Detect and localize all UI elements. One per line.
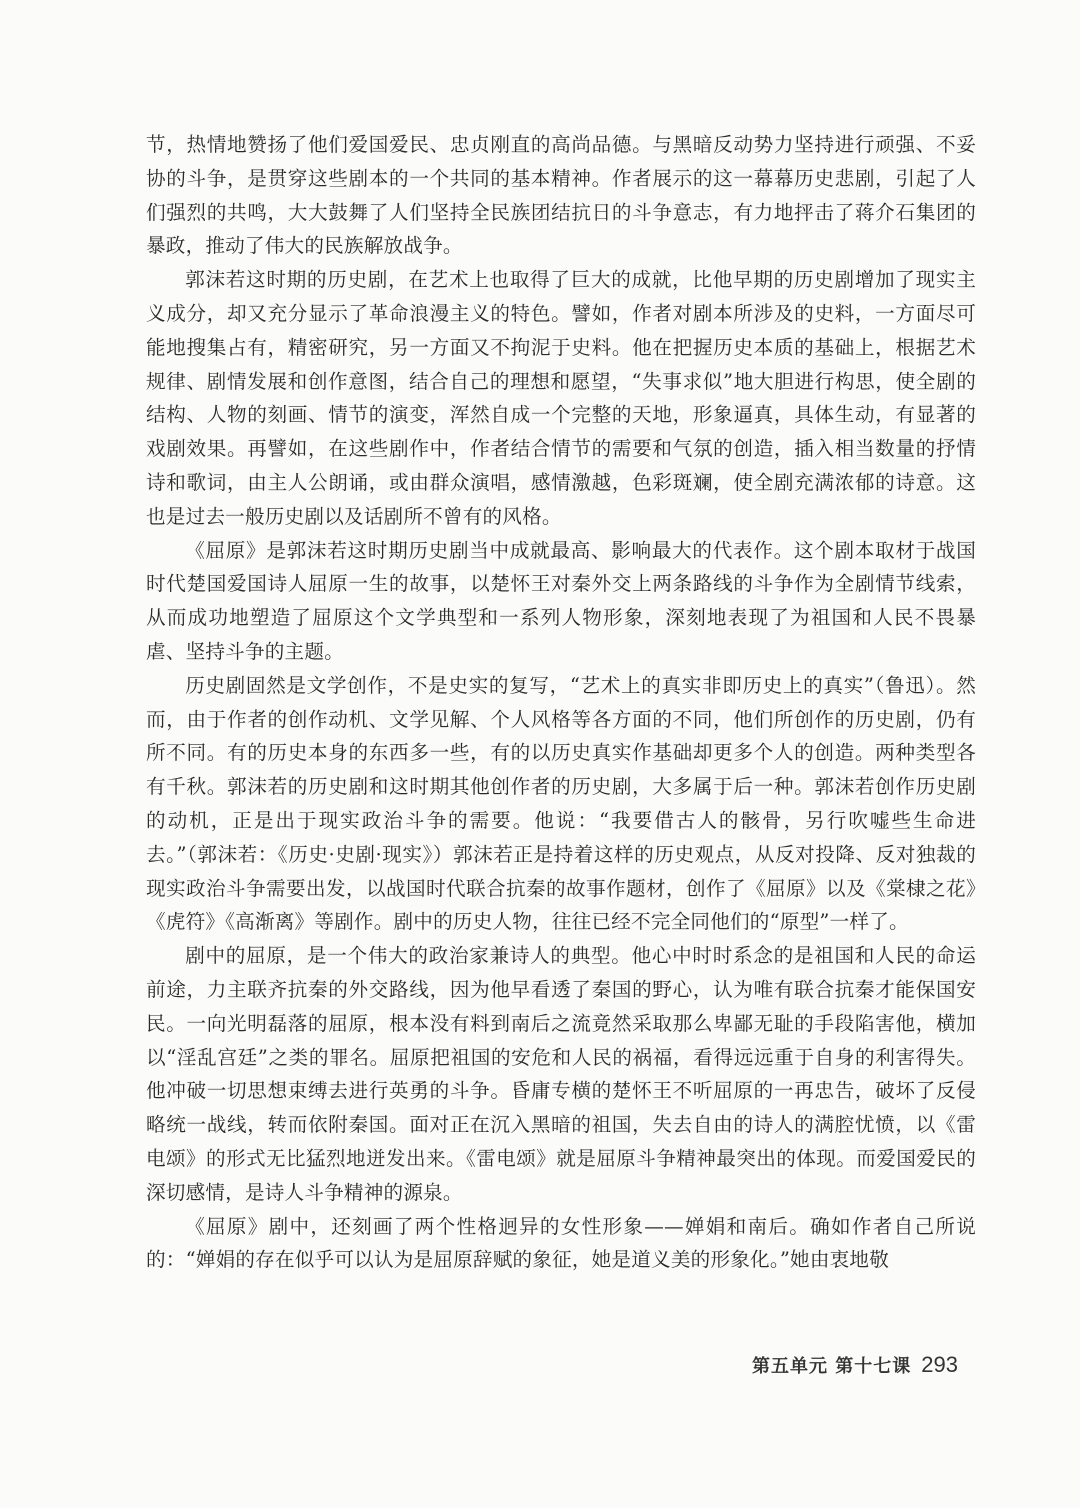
paragraph: 《屈原》是郭沫若这时期历史剧当中成就最高、影响最大的代表作。这个剧本取材于战国时代楚国爱国诗人屈原一生的故事，以楚怀王对秦外交上两条路线的斗争作为全剧情节线索，从而成功地塑造了屈原这个文学典型和一系列人物形象，深刻地表现了为祖国和人民不畏暴虐、坚持斗争的主题。	[146, 538, 976, 663]
paragraph-continued: 节，热情地赞扬了他们爱国爱民、忠贞刚直的高尚品德。与黑暗反动势力坚持进行顽强、不妥协的斗争，是贯穿这些剧本的一个共同的基本精神。作者展示的这一幕幕历史悲剧，引起了人们强烈的共鸣，大大鼓舞了人们坚持全民族团结抗日的斗争意志，有力地抨击了蒋介石集团的暴政，推动了伟大的民族解放战争。	[146, 133, 976, 258]
page-number: 293	[921, 1352, 958, 1377]
body-text	[146, 128, 976, 1277]
paragraph: 剧中的屈原，是一个伟大的政治家兼诗人的典型。他心中时时系念的是祖国和人民的命运前途，力主联齐抗秦的外交路线，因为他早看透了秦国的野心，认为唯有联合抗秦才能保国安民。一向光明磊落的屈原，根本没有料到南后之流竟然采取那么卑鄙无耻的手段陷害他，横加以“淫乱宫廷”之类的罪名。屈原把祖国的安危和人民的祸福，看得远远重于自身的利害得失。他冲破一切思想束缚去进行英勇的斗争。昏庸专横的楚怀王不听屈原的一再忠告，破坏了反侵略统一战线，转而依附秦国。面对正在沉入黑暗的祖国，失去自由的诗人的满腔忧愤，以《雷电颂》的形式无比猛烈地迸发出来。《雷电颂》就是屈原斗争精神最突出的体现。而爱国爱民的深切感情，是诗人斗争精神的源泉。	[146, 944, 976, 1204]
page-footer	[752, 1352, 958, 1378]
section-label: 第五单元 第十七课	[752, 1356, 912, 1377]
paragraph: 郭沫若这时期的历史剧，在艺术上也取得了巨大的成就，比他早期的历史剧增加了现实主义成分，却又充分显示了革命浪漫主义的特色。譬如，作者对剧本所涉及的史料，一方面尽可能地搜集占有，精密研究，另一方面又不拘泥于史料。他在把握历史本质的基础上，根据艺术规律、剧情发展和创作意图，结合自己的理想和愿望，“失事求似”地大胆进行构思，使全剧的结构、人物的刻画、情节的演变，浑然自成一个完整的天地，形象逼真，具体生动，有显著的戏剧效果。再譬如，在这些剧作中，作者结合情节的需要和气氛的创造，插入相当数量的抒情诗和歌词，由主人公朗诵，或由群众演唱，感情激越，色彩斑斓，使全剧充满浓郁的诗意。这也是过去一般历史剧以及话剧所不曾有的风格。	[146, 268, 976, 528]
paragraph: 《屈原》剧中，还刻画了两个性格迥异的女性形象——婵娟和南后。确如作者自己所说的：“婵娟的存在似乎可以认为是屈原辞赋的象征，她是道义美的形象化。”她由衷地敬	[146, 1214, 976, 1272]
paragraph: 历史剧固然是文学创作，不是史实的复写，“艺术上的真实非即历史上的真实”（鲁迅）。然而，由于作者的创作动机、文学见解、个人风格等各方面的不同，他们所创作的历史剧，仍有所不同。有的历史本身的东西多一些，有的以历史真实作基础却更多个人的创造。两种类型各有千秋。郭沫若的历史剧和这时期其他创作者的历史剧，大多属于后一种。郭沫若创作历史剧的动机，正是出于现实政治斗争的需要。他说：“我要借古人的骸骨，另行吹嘘些生命进去。”（郭沫若：《历史·史剧·现实》）郭沫若正是持着这样的历史观点，从反对投降、反对独裁的现实政治斗争需要出发，以战国时代联合抗秦的故事作题材，创作了《屈原》以及《棠棣之花》《虎符》《高渐离》等剧作。剧中的历史人物，往往已经不完全同他们的“原型”一样了。	[146, 673, 976, 934]
